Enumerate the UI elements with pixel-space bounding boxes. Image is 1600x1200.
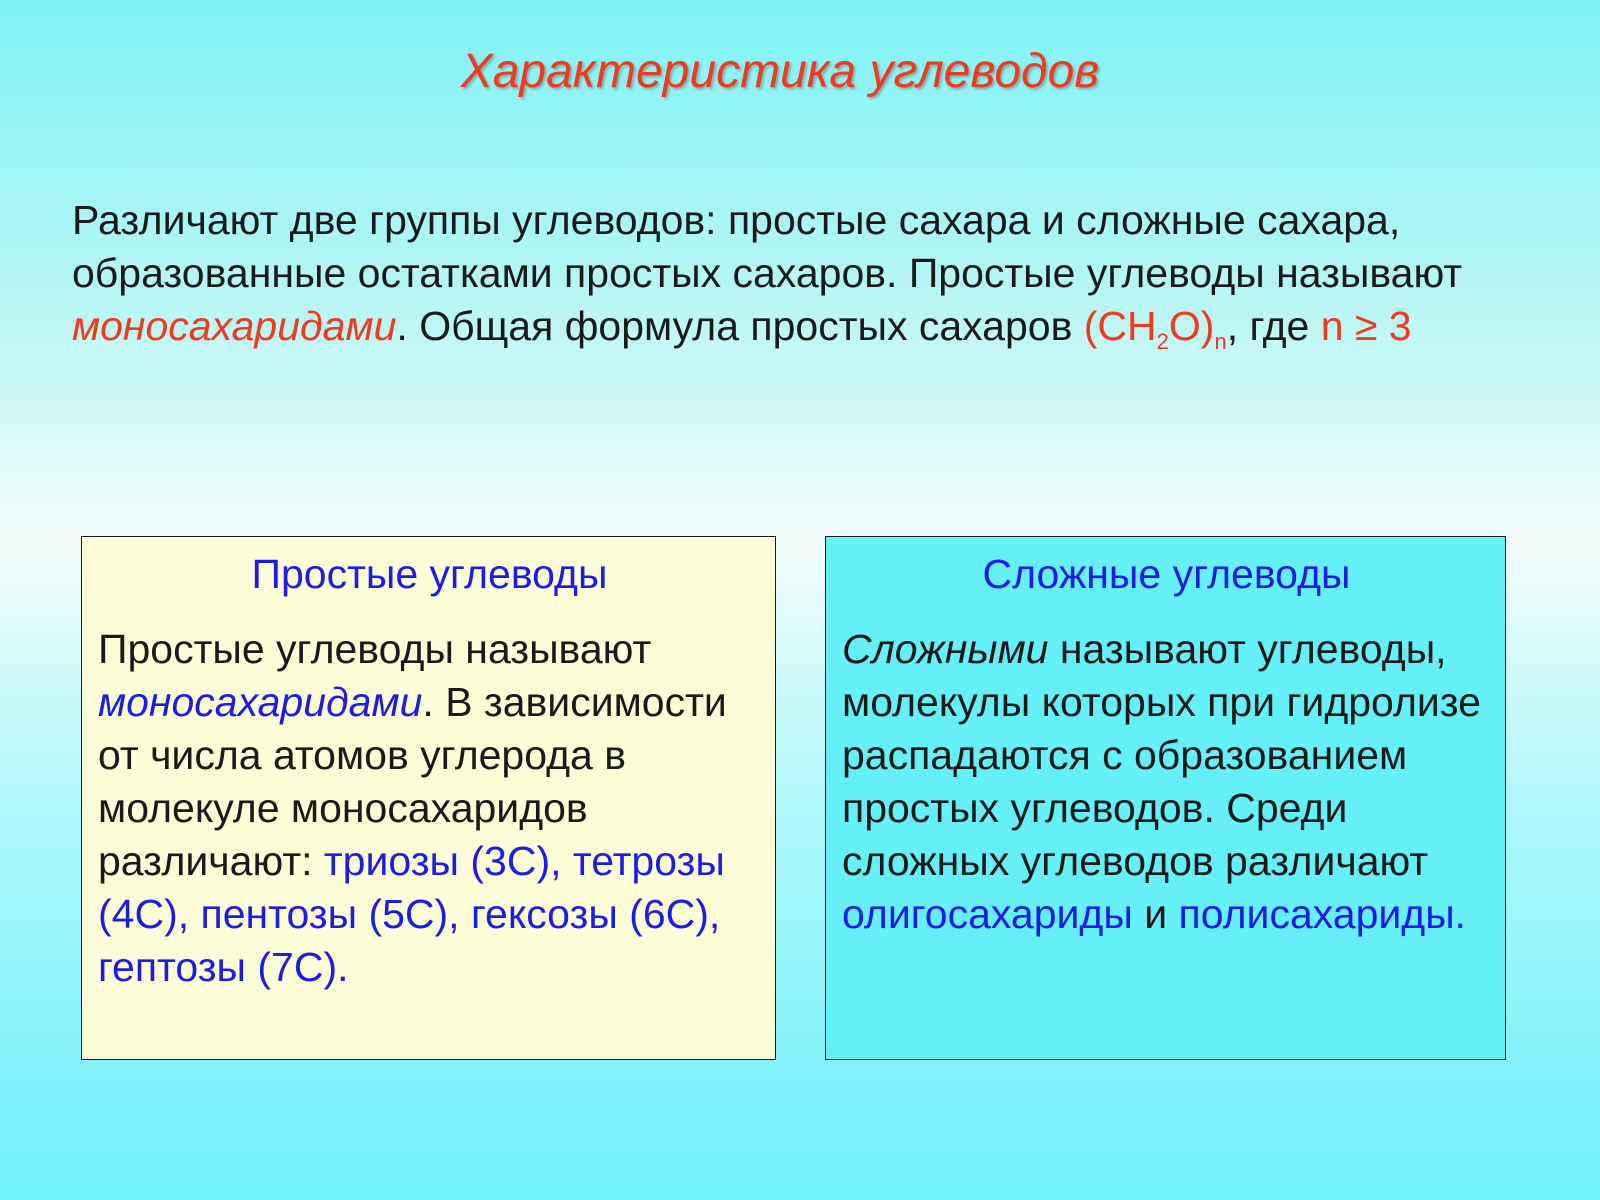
simple-text-1: Простые углеводы называют: [98, 626, 652, 672]
intro-text-3: , где: [1226, 303, 1321, 349]
simple-box-heading: Простые углеводы: [251, 551, 608, 597]
intro-text-2: . Общая формула простых сахаров: [396, 303, 1084, 349]
polysaccharides-term: полисахариды.: [1178, 891, 1467, 937]
oligosaccharides-term: олигосахариды: [842, 891, 1133, 937]
slide-title: Характеристика углеводов: [460, 45, 1100, 98]
simple-text-2: . В зависимости от числа атомов углерода в молекуле моносахаридов различают:: [98, 679, 727, 884]
complex-box-heading: Сложные углеводы: [982, 551, 1351, 597]
complex-term: Сложными: [842, 626, 1049, 672]
complex-and: и: [1132, 891, 1179, 937]
formula-open: (CH: [1083, 303, 1157, 349]
intro-paragraph: [72, 194, 1552, 353]
simple-box-body: [98, 623, 761, 994]
intro-term-monosaccharides: моносахаридами: [72, 303, 397, 349]
simple-carbohydrates-box: [81, 536, 776, 1060]
complex-text-1: называют углеводы, молекулы которых при гидролизе распадаются с образованием простых углеводов. Среди сложных углеводов различают: [842, 626, 1481, 884]
complex-carbohydrates-box: [825, 536, 1506, 1060]
formula-condition: n ≥ 3: [1320, 303, 1412, 349]
intro-text-1: Различают две группы углеводов: простые сахара и сложные сахара, образованные остатками простых сахаров. Простые углеводы называют: [72, 197, 1463, 296]
simple-term-monosaccharides: моносахаридами: [98, 679, 423, 725]
complex-box-body: [842, 623, 1491, 941]
monosaccharide-types: триозы (3С), тетрозы (4С), пентозы (5С), гексозы (6С), гептозы (7С).: [98, 838, 725, 990]
formula-subscript-2: 2: [1156, 329, 1169, 355]
general-formula: [1083, 303, 1227, 355]
formula-subscript-n: n: [1214, 329, 1227, 355]
formula-close: O): [1168, 303, 1215, 349]
